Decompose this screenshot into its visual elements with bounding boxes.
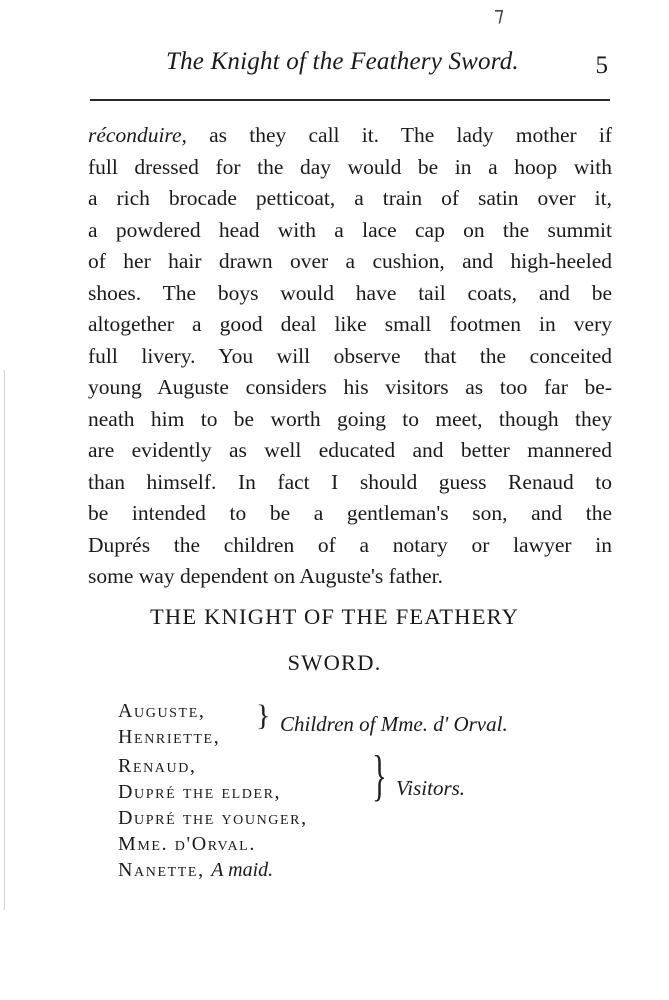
text-line: some way dependent on Auguste's father. [88, 564, 443, 588]
text-line: Duprés the children of a notary or lawyer in [88, 532, 612, 557]
text-line: a rich brocade petticoat, a train of satin over it, [88, 186, 612, 210]
running-header [88, 48, 618, 84]
cast-auguste: Auguste, [118, 700, 206, 722]
cast-henriette: Henriette, [118, 726, 221, 748]
text-line: altogether a good deal like small footmen in very [88, 312, 612, 336]
text-line: neath him to be worth going to meet, though they [88, 406, 612, 431]
brace-children: } [256, 699, 271, 732]
page-number: 5 [595, 52, 608, 79]
margin-mark: ⁊ [494, 4, 504, 26]
binding-edge [4, 370, 5, 910]
cast-mme-dorval: Mme. d'Orval. [118, 833, 256, 855]
running-title: The Knight of the Feathery Sword. [166, 48, 519, 75]
text-line: a powdered head with a lace cap on the summit [88, 217, 612, 242]
play-title: THE KNIGHT OF THE FEATHERY [149, 604, 520, 629]
text-line: full livery. You will observe that the conceited [88, 343, 612, 368]
role-visitors: Visitors. [396, 776, 466, 800]
cast-renaud: Renaud, [118, 755, 197, 777]
brace-visitors: } [372, 745, 387, 807]
text-line: than himself. In fact I should guess Renaud to [88, 469, 612, 494]
text-line: of her hair drawn over a cushion, and high-heeled [88, 249, 612, 273]
role-maid: A maid. [211, 859, 274, 881]
role-children: Children of Mme. d' Orval. [280, 712, 508, 736]
text-line: are evidently as well educated and better mannered [88, 438, 612, 462]
header-rule [90, 99, 610, 101]
text-line: réconduire, as they call it. The lady mother if [88, 123, 612, 147]
text-line: full dressed for the day would be in a hoop with [88, 154, 612, 179]
text-line: shoes. The boys would have tail coats, and be [88, 280, 612, 305]
italic-word: réconduire, [88, 123, 187, 147]
cast-dupre-elder: Dupré the elder, [118, 781, 282, 803]
body-paragraph [88, 120, 612, 593]
text-line: young Auguste considers his visitors as too far be- [88, 375, 612, 399]
play-title-continued: SWORD. [287, 650, 382, 675]
cast-nanette: Nanette, A maid. [118, 859, 274, 881]
text-line: be intended to be a gentleman's son, and the [88, 501, 612, 525]
cast-dupre-younger: Dupré the younger, [118, 807, 308, 829]
